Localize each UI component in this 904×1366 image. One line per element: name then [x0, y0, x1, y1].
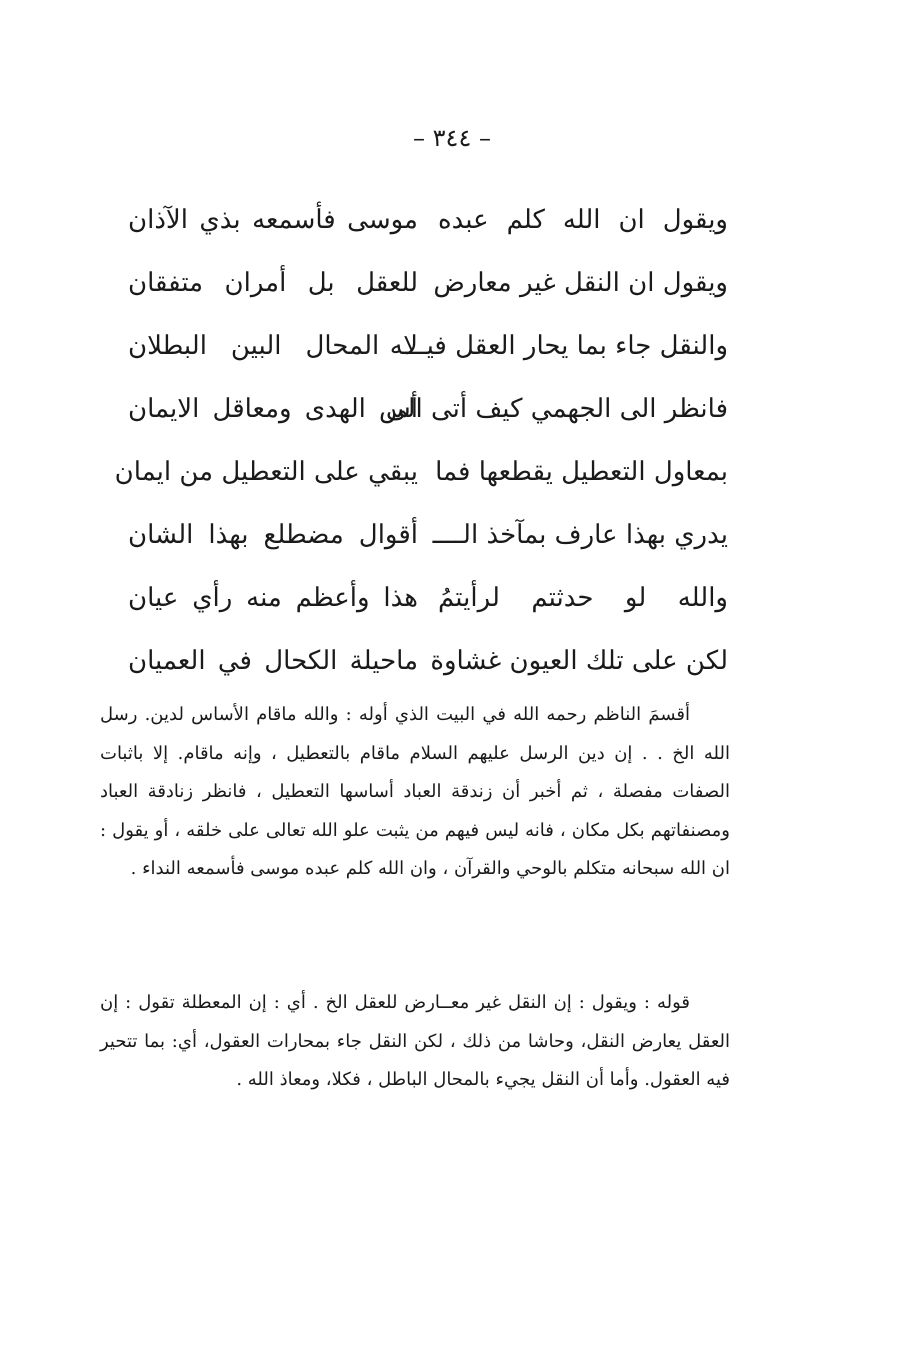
first-hemistich: ويقول ان النقل غير معارض: [433, 267, 728, 298]
page-number: – ٣٤٤ –: [413, 124, 491, 152]
commentary-paragraph: [100, 696, 730, 889]
first-hemistich: لكن على تلك العيون غشاوة: [430, 645, 728, 676]
verse: [128, 629, 728, 692]
verse: [128, 566, 728, 629]
first-hemistich: يدري بهذا عارف بمآخذ الــــ: [432, 519, 728, 550]
verse: [128, 377, 728, 440]
commentary-text: أقسمَ الناظم رحمه الله في البيت الذي أوله : والله ماقام الأساس لدين. رسل الله الخ . . إن دين الرسل عليهم السلام ماقام بالتعطيل ، وإنه ماقام. إلا باثبات الصفات مفصلة ، ثم أخبر أن زندقة العباد أساسها التعطيل ، فانظر زنادقة العباد ومصنفاتهم بكل مكان ، فانه ليس فيهم من يثبت علو الله تعالى على خلقه ، أو يقول : ان الله سبحانه متكلم بالوحي والقرآن ، وان الله كلم عبده موسى فأسمعه النداء .: [100, 704, 730, 879]
second-hemistich: أس الهدى ومعاقل الايمان: [128, 393, 418, 424]
second-hemistich: ماحيلة الكحال في العميان: [128, 645, 418, 676]
second-hemistich: لا المحال البين البطلان: [128, 330, 418, 361]
poem: [114, 188, 728, 692]
verse: [114, 440, 728, 503]
second-hemistich: يبقي على التعطيل من ايمان: [114, 456, 418, 487]
second-hemistich: للعقل بل أمران متفقان: [128, 267, 418, 298]
second-hemistich: موسى فأسمعه بذي الآذان: [128, 204, 418, 235]
second-hemistich: أقوال مضطلع بهذا الشان: [128, 519, 418, 550]
first-hemistich: بمعاول التعطيل يقطعها فما: [435, 456, 728, 487]
first-hemistich: فانظر الى الجهمي كيف أتى الى: [385, 393, 728, 424]
verse: [128, 188, 728, 251]
verse: [128, 314, 728, 377]
first-hemistich: والله لو حدثتم لرأيتمُ: [438, 582, 728, 613]
first-hemistich: والنقل جاء بما يحار العقل فيـــه: [389, 330, 728, 361]
commentary-paragraph: [100, 984, 730, 1100]
verse: [128, 503, 728, 566]
verse: [128, 251, 728, 314]
first-hemistich: ويقول ان الله كلم عبده: [438, 204, 728, 235]
second-hemistich: هذا وأعظم منه رأي عيان: [128, 582, 418, 613]
commentary-text: قوله : ويقول : إن النقل غير معــارض للعقل الخ . أي : إن المعطلة تقول : إن العقل يعارض النقل، وحاشا من ذلك ، لكن النقل جاء بمحارات العقول، أي: بما تتحير فيه العقول. وأما أن النقل يجيء بالمحال الباطل ، فكلا، ومعاذ الله .: [100, 992, 730, 1090]
